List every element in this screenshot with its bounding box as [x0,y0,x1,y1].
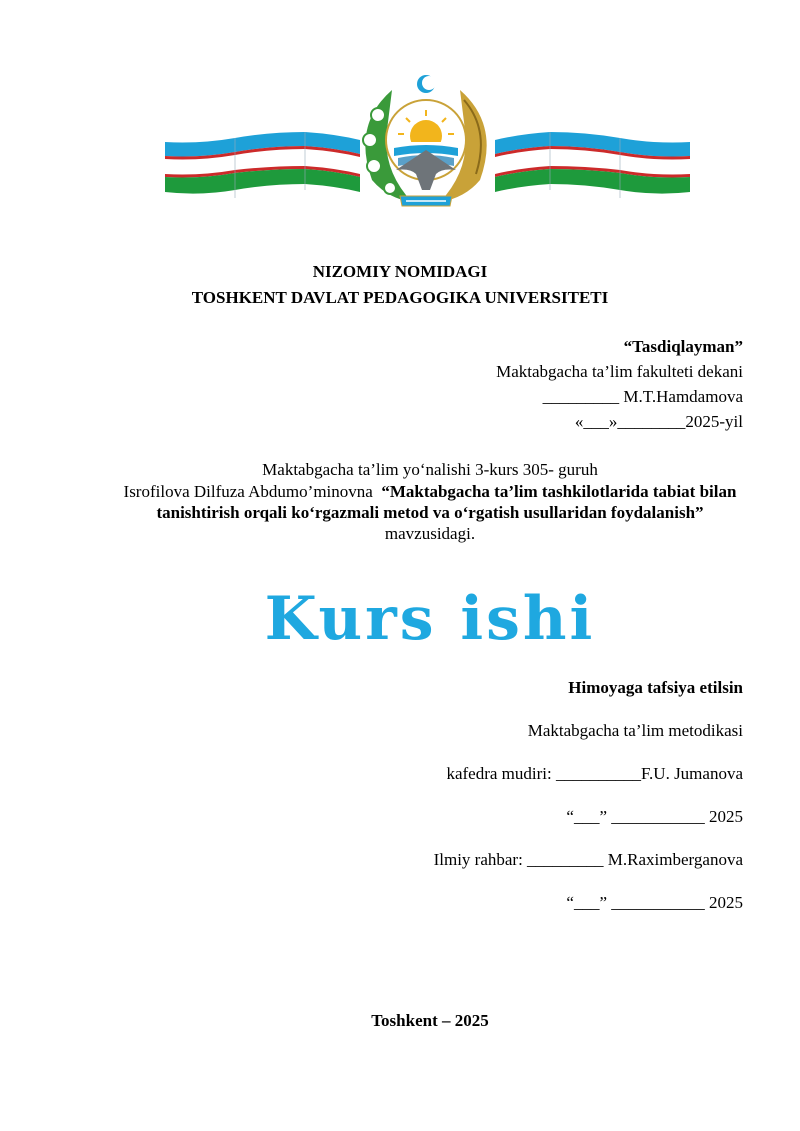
university-line-1: NIZOMIY NOMIDAGI [312,262,488,281]
document-title: Kurs ishi [264,584,596,654]
university-line-2: TOSHKENT DAVLAT PEDAGOGIKA UNIVERSITETI [191,288,609,307]
defense-heading: Himoyaga tafsiya etilsin [568,678,743,697]
approval-heading: “Tasdiqlayman” [623,337,743,356]
topic-title: “Maktabgacha ta’lim tashkilotlarida tabiat bilan tanishtirish orqali ko‘rgazmali metod va o‘rgatish usullaridan foydalanish” [156,482,737,522]
topic-suffix: mavzusidagi. [384,524,476,543]
flag-ribbon-icon [160,70,695,220]
student-group: Maktabgacha ta’lim yo‘nalishi 3-kurs 305- guruh [262,460,598,479]
approval-date: «___»________2025-yil [574,412,743,431]
defense-date-2: “___” ___________ 2025 [566,893,743,912]
uzbekistan-emblem-icon [363,75,487,206]
approval-role: Maktabgacha ta’lim fakulteti dekani [496,362,743,381]
footer-city-year: Toshkent – 2025 [371,1011,489,1030]
header-emblem [160,70,695,220]
student-topic-block [110,481,750,544]
approval-signature: _________ M.T.Hamdamova [542,387,743,406]
department-head-line: kafedra mudiri: __________F.U. Jumanova [446,764,743,783]
defense-department: Maktabgacha ta’lim metodikasi [527,721,743,740]
supervisor-line: Ilmiy rahbar: _________ M.Raximberganova [433,850,743,869]
defense-date-1: “___” ___________ 2025 [566,807,743,826]
student-name: Isrofilova Dilfuza Abdumo’minovna [123,482,373,501]
